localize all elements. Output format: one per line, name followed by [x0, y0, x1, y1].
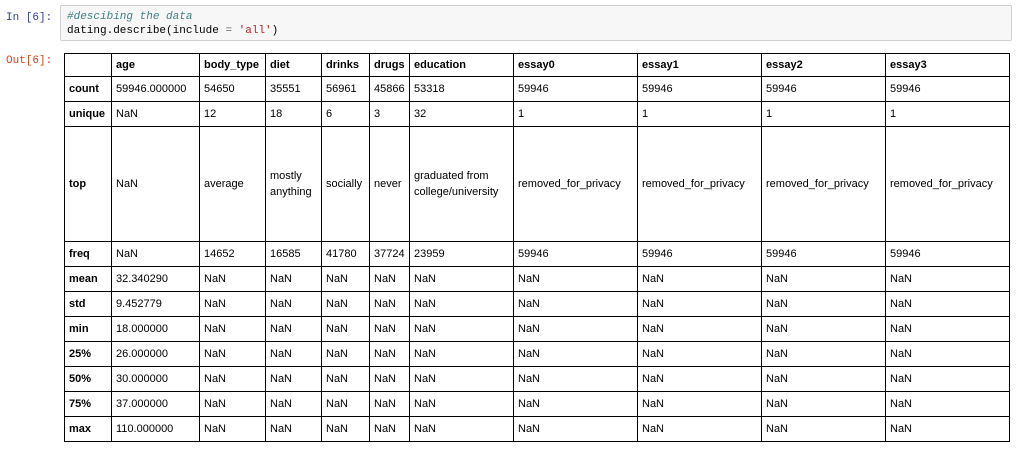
table-cell: NaN [266, 342, 322, 367]
table-row [65, 342, 1010, 367]
table-cell: NaN [200, 292, 266, 317]
table-row [65, 392, 1010, 417]
column-header-essay2: essay2 [762, 54, 886, 77]
table-cell: 1 [514, 102, 638, 127]
table-cell: NaN [410, 342, 514, 367]
table-cell: NaN [200, 317, 266, 342]
table-row [65, 127, 1010, 242]
table-cell: 59946 [514, 77, 638, 102]
table-cell: 59946 [886, 242, 1010, 267]
table-cell: 16585 [266, 242, 322, 267]
row-index-label: count [65, 77, 112, 102]
table-cell: 35551 [266, 77, 322, 102]
table-cell: NaN [370, 317, 410, 342]
table-cell: NaN [886, 392, 1010, 417]
table-cell: NaN [886, 267, 1010, 292]
table-cell: 59946 [762, 77, 886, 102]
table-cell: NaN [266, 392, 322, 417]
table-cell: NaN [370, 392, 410, 417]
column-header-diet: diet [266, 54, 322, 77]
table-cell: NaN [638, 367, 762, 392]
table-cell: NaN [762, 317, 886, 342]
table-row [65, 417, 1010, 442]
code-call: dating.describe(include [67, 25, 226, 37]
table-cell: NaN [112, 127, 200, 242]
table-cell: NaN [638, 417, 762, 442]
row-index-label: std [65, 292, 112, 317]
header-row [65, 54, 1010, 77]
column-header-education: education [410, 54, 514, 77]
code-cell-input[interactable] [60, 5, 1012, 41]
table-cell: removed_for_privacy [514, 127, 638, 242]
table-cell: NaN [410, 417, 514, 442]
code-line-1 [67, 10, 1005, 24]
table-cell: 54650 [200, 77, 266, 102]
column-header-body_type: body_type [200, 54, 266, 77]
table-cell: 59946 [638, 242, 762, 267]
table-cell: NaN [514, 342, 638, 367]
in-prompt: In [6]: [6, 12, 53, 24]
table-cell: NaN [200, 367, 266, 392]
table-cell: NaN [410, 267, 514, 292]
row-index-label: unique [65, 102, 112, 127]
table-cell: NaN [112, 242, 200, 267]
table-cell: 41780 [322, 242, 370, 267]
row-index-label: mean [65, 267, 112, 292]
row-index-label: freq [65, 242, 112, 267]
table-cell: never [370, 127, 410, 242]
table-cell: NaN [638, 342, 762, 367]
table-cell: 59946.000000 [112, 77, 200, 102]
table-cell: removed_for_privacy [886, 127, 1010, 242]
table-cell: NaN [266, 317, 322, 342]
code-comment: #descibing the data [67, 11, 193, 23]
row-index-label: 25% [65, 342, 112, 367]
table-cell: NaN [638, 267, 762, 292]
table-row [65, 102, 1010, 127]
table-cell: NaN [410, 392, 514, 417]
code-operator: = [225, 25, 233, 37]
table-cell: 32.340290 [112, 267, 200, 292]
table-cell: 9.452779 [112, 292, 200, 317]
table-cell: NaN [514, 367, 638, 392]
table-cell: 1 [762, 102, 886, 127]
table-cell: NaN [638, 317, 762, 342]
table-cell: NaN [410, 367, 514, 392]
row-index-label: 75% [65, 392, 112, 417]
table-cell: NaN [762, 267, 886, 292]
table-cell: NaN [370, 267, 410, 292]
code-string: 'all' [238, 25, 272, 37]
table-cell: 59946 [638, 77, 762, 102]
table-cell: NaN [762, 342, 886, 367]
row-index-label: max [65, 417, 112, 442]
table-cell: 110.000000 [112, 417, 200, 442]
table-cell: NaN [762, 392, 886, 417]
table-cell: NaN [370, 342, 410, 367]
table-row [65, 292, 1010, 317]
table-cell: 18 [266, 102, 322, 127]
table-cell: 6 [322, 102, 370, 127]
table-cell: 1 [886, 102, 1010, 127]
table-cell: NaN [638, 292, 762, 317]
table-cell: NaN [266, 417, 322, 442]
table-cell: removed_for_privacy [762, 127, 886, 242]
table-cell: NaN [886, 292, 1010, 317]
table-cell: NaN [322, 267, 370, 292]
table-row [65, 267, 1010, 292]
table-cell: 3 [370, 102, 410, 127]
table-cell: NaN [514, 267, 638, 292]
table-cell: 18.000000 [112, 317, 200, 342]
row-index-label: 50% [65, 367, 112, 392]
table-cell: NaN [638, 392, 762, 417]
table-cell: NaN [762, 367, 886, 392]
table-cell: NaN [322, 317, 370, 342]
code-close-paren: ) [271, 25, 279, 37]
table-cell: mostly anything [266, 127, 322, 242]
table-row [65, 367, 1010, 392]
table-cell: NaN [266, 267, 322, 292]
table-cell: NaN [322, 342, 370, 367]
table-cell: 59946 [514, 242, 638, 267]
table-cell: NaN [410, 292, 514, 317]
table-cell: 23959 [410, 242, 514, 267]
table-cell: NaN [112, 102, 200, 127]
table-cell: NaN [886, 417, 1010, 442]
table-cell: NaN [200, 342, 266, 367]
table-cell: 53318 [410, 77, 514, 102]
output-area[interactable] [64, 53, 1012, 451]
table-cell: 26.000000 [112, 342, 200, 367]
table-cell: 59946 [886, 77, 1010, 102]
out-prompt: Out[6]: [6, 55, 53, 67]
table-cell: NaN [266, 367, 322, 392]
table-cell: average [200, 127, 266, 242]
table-cell: NaN [886, 317, 1010, 342]
table-cell: NaN [762, 292, 886, 317]
column-header-essay0: essay0 [514, 54, 638, 77]
table-cell: 59946 [762, 242, 886, 267]
table-cell: NaN [514, 317, 638, 342]
table-cell: 12 [200, 102, 266, 127]
column-header-age: age [112, 54, 200, 77]
table-row [65, 77, 1010, 102]
table-cell: NaN [322, 367, 370, 392]
table-cell: NaN [370, 417, 410, 442]
table-cell: NaN [514, 417, 638, 442]
table-cell: removed_for_privacy [638, 127, 762, 242]
table-row [65, 242, 1010, 267]
table-cell: NaN [322, 417, 370, 442]
table-cell: NaN [886, 342, 1010, 367]
table-cell: NaN [370, 292, 410, 317]
table-cell: NaN [370, 367, 410, 392]
table-cell: NaN [200, 392, 266, 417]
table-cell: NaN [514, 292, 638, 317]
table-cell: 56961 [322, 77, 370, 102]
table-cell: NaN [200, 267, 266, 292]
table-cell: NaN [200, 417, 266, 442]
table-cell: socially [322, 127, 370, 242]
table-cell: 30.000000 [112, 367, 200, 392]
index-header-corner [65, 54, 112, 77]
table-row [65, 317, 1010, 342]
column-header-drinks: drinks [322, 54, 370, 77]
table-cell: 14652 [200, 242, 266, 267]
row-index-label: min [65, 317, 112, 342]
table-cell: 37.000000 [112, 392, 200, 417]
table-cell: 37724 [370, 242, 410, 267]
column-header-drugs: drugs [370, 54, 410, 77]
table-cell: graduated from college/university [410, 127, 514, 242]
describe-dataframe [64, 53, 1010, 442]
table-cell: NaN [410, 317, 514, 342]
table-cell: 45866 [370, 77, 410, 102]
table-cell: 32 [410, 102, 514, 127]
table-cell: NaN [886, 367, 1010, 392]
table-cell: NaN [322, 292, 370, 317]
code-line-2 [67, 24, 1005, 38]
row-index-label: top [65, 127, 112, 242]
table-cell: 1 [638, 102, 762, 127]
column-header-essay3: essay3 [886, 54, 1010, 77]
table-cell: NaN [266, 292, 322, 317]
table-cell: NaN [514, 392, 638, 417]
table-cell: NaN [322, 392, 370, 417]
table-cell: NaN [762, 417, 886, 442]
column-header-essay1: essay1 [638, 54, 762, 77]
